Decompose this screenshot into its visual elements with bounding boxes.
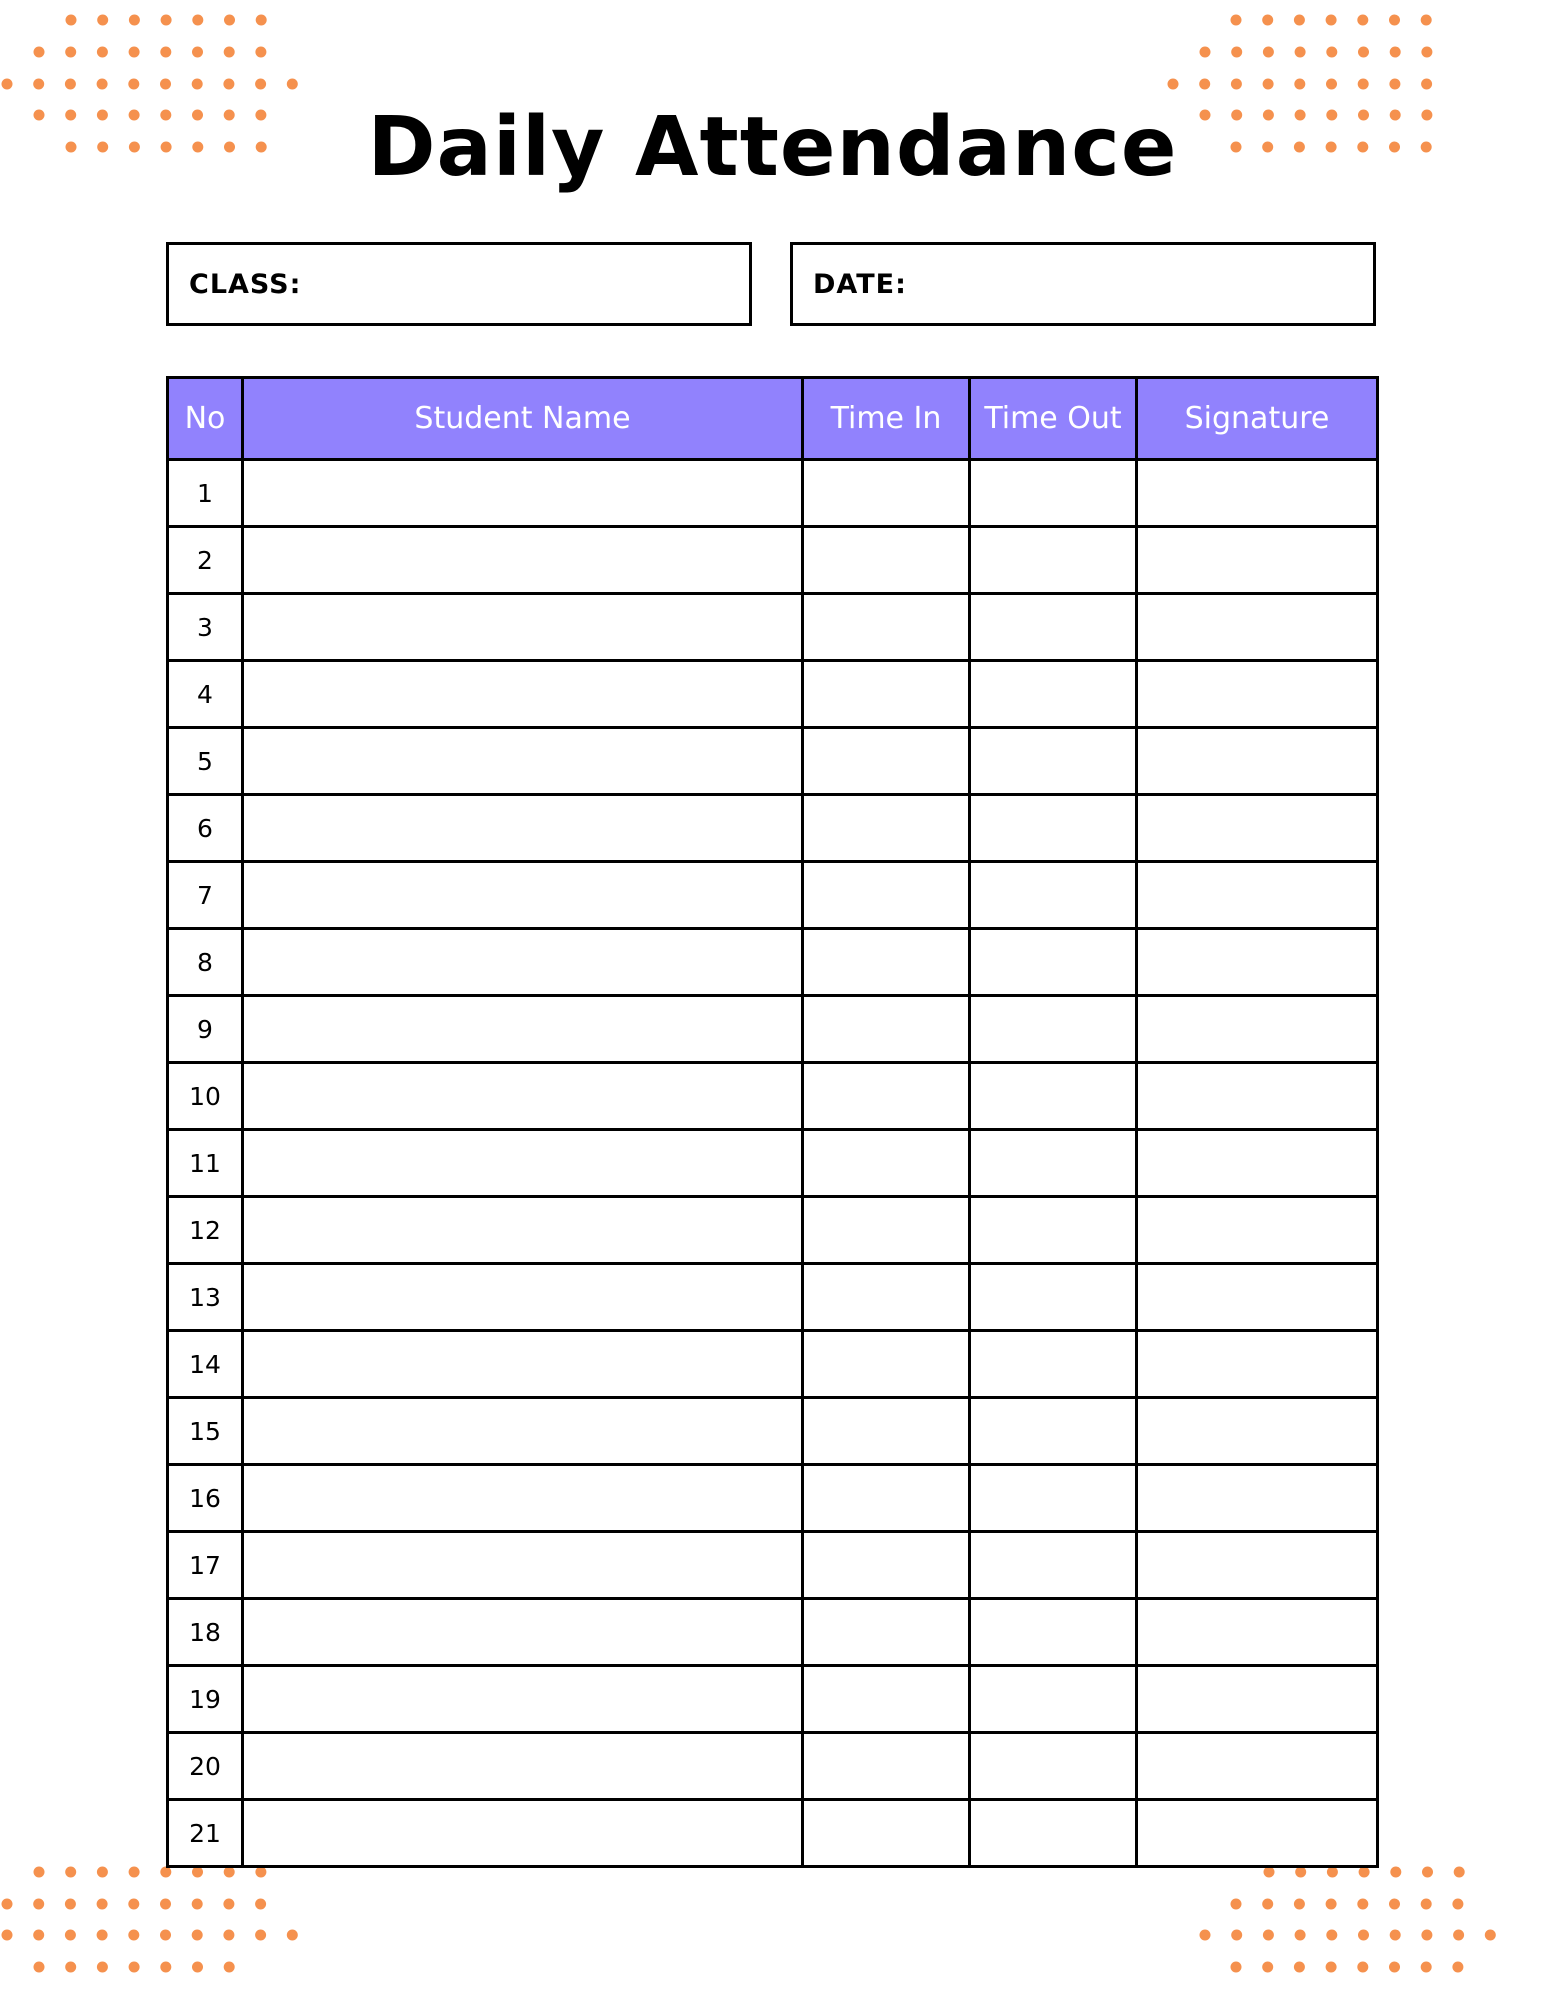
student-name-cell[interactable] xyxy=(243,594,803,661)
time-in-cell[interactable] xyxy=(803,728,970,795)
dot xyxy=(1452,1899,1463,1910)
header-no: No xyxy=(168,378,243,460)
row-number: 17 xyxy=(168,1532,243,1599)
dot xyxy=(1357,15,1368,26)
dot xyxy=(1389,79,1400,90)
dot xyxy=(160,1899,171,1910)
signature-cell[interactable] xyxy=(1137,1331,1378,1398)
dot xyxy=(1295,47,1306,58)
dot xyxy=(1263,79,1274,90)
header-student-name: Student Name xyxy=(243,378,803,460)
row-number: 14 xyxy=(168,1331,243,1398)
student-name-cell[interactable] xyxy=(243,929,803,996)
dot xyxy=(97,1867,108,1878)
dot xyxy=(1358,47,1369,58)
time-out-cell[interactable] xyxy=(970,728,1137,795)
dot xyxy=(97,1899,108,1910)
row-number: 11 xyxy=(168,1130,243,1197)
signature-cell[interactable] xyxy=(1137,1800,1378,1867)
dot xyxy=(1263,47,1274,58)
dot xyxy=(65,47,76,58)
dot xyxy=(34,1962,45,1973)
signature-cell[interactable] xyxy=(1137,795,1378,862)
time-out-cell[interactable] xyxy=(970,929,1137,996)
time-out-cell[interactable] xyxy=(970,594,1137,661)
row-number: 18 xyxy=(168,1599,243,1666)
dot xyxy=(128,79,139,90)
dot xyxy=(1390,1867,1401,1878)
signature-cell[interactable] xyxy=(1137,1532,1378,1599)
dot xyxy=(1357,1962,1368,1973)
time-in-cell[interactable] xyxy=(803,1465,970,1532)
student-name-cell[interactable] xyxy=(243,460,803,527)
dot xyxy=(128,1899,139,1910)
signature-cell[interactable] xyxy=(1137,661,1378,728)
student-name-cell[interactable] xyxy=(243,1063,803,1130)
table-row xyxy=(168,929,1378,996)
time-out-cell[interactable] xyxy=(970,795,1137,862)
student-name-cell[interactable] xyxy=(243,661,803,728)
dot xyxy=(97,1962,108,1973)
table-row xyxy=(168,1532,1378,1599)
dot xyxy=(1327,1867,1338,1878)
dot xyxy=(1294,15,1305,26)
dot xyxy=(224,1867,235,1878)
table-row xyxy=(168,460,1378,527)
dot xyxy=(192,1962,203,1973)
table-row xyxy=(168,527,1378,594)
table-row xyxy=(168,1264,1378,1331)
row-number: 7 xyxy=(168,862,243,929)
dot xyxy=(1168,79,1179,90)
dot xyxy=(2,1930,13,1941)
dot xyxy=(1421,1899,1432,1910)
time-out-cell[interactable] xyxy=(970,1733,1137,1800)
dot xyxy=(1294,1962,1305,1973)
dot xyxy=(1200,47,1211,58)
time-in-cell[interactable] xyxy=(803,527,970,594)
row-number: 21 xyxy=(168,1800,243,1867)
table-row xyxy=(168,594,1378,661)
dot xyxy=(255,47,266,58)
row-number: 19 xyxy=(168,1666,243,1733)
dot xyxy=(287,1930,298,1941)
student-name-cell[interactable] xyxy=(243,1532,803,1599)
time-in-cell[interactable] xyxy=(803,1197,970,1264)
time-in-cell[interactable] xyxy=(803,996,970,1063)
table-row xyxy=(168,1666,1378,1733)
dot xyxy=(1389,15,1400,26)
dot xyxy=(1421,79,1432,90)
dot xyxy=(256,15,267,26)
dot xyxy=(65,1867,76,1878)
dot xyxy=(65,1930,76,1941)
table-row xyxy=(168,1599,1378,1666)
time-in-cell[interactable] xyxy=(803,1398,970,1465)
dot xyxy=(1422,1867,1433,1878)
signature-cell[interactable] xyxy=(1137,1197,1378,1264)
dot xyxy=(2,1899,13,1910)
signature-cell[interactable] xyxy=(1137,1264,1378,1331)
time-in-cell[interactable] xyxy=(803,1532,970,1599)
dot xyxy=(1326,15,1337,26)
table-header-row xyxy=(168,378,1378,460)
time-out-cell[interactable] xyxy=(970,1398,1137,1465)
signature-cell[interactable] xyxy=(1137,929,1378,996)
dot xyxy=(1357,1899,1368,1910)
dot xyxy=(1231,1962,1242,1973)
attendance-table xyxy=(166,376,1379,1868)
dot xyxy=(128,1930,139,1941)
time-out-cell[interactable] xyxy=(970,862,1137,929)
table-row xyxy=(168,1130,1378,1197)
dot xyxy=(223,1899,234,1910)
dot xyxy=(1390,1930,1401,1941)
dot xyxy=(255,1867,266,1878)
page-title: Daily Attendance xyxy=(367,100,1178,195)
dot xyxy=(97,79,108,90)
dot xyxy=(1421,15,1432,26)
date-label: DATE: xyxy=(813,268,907,300)
time-out-cell[interactable] xyxy=(970,1532,1137,1599)
header-time-in: Time In xyxy=(803,378,970,460)
time-out-cell[interactable] xyxy=(970,460,1137,527)
row-number: 20 xyxy=(168,1733,243,1800)
dot xyxy=(129,15,140,26)
dot xyxy=(97,15,108,26)
dot xyxy=(160,79,171,90)
dot xyxy=(224,47,235,58)
dot xyxy=(1264,1867,1275,1878)
dot xyxy=(224,15,235,26)
dot xyxy=(160,1867,171,1878)
dot xyxy=(2,79,13,90)
time-in-cell[interactable] xyxy=(803,661,970,728)
time-in-cell[interactable] xyxy=(803,929,970,996)
time-out-cell[interactable] xyxy=(970,1063,1137,1130)
dot xyxy=(1262,1899,1273,1910)
dot xyxy=(66,15,77,26)
signature-cell[interactable] xyxy=(1137,996,1378,1063)
dot xyxy=(1263,1930,1274,1941)
dot xyxy=(1326,1930,1337,1941)
dot xyxy=(192,1867,203,1878)
dot xyxy=(1454,1867,1465,1878)
dot xyxy=(34,1867,45,1878)
student-name-cell[interactable] xyxy=(243,1197,803,1264)
time-out-cell[interactable] xyxy=(970,1599,1137,1666)
dot xyxy=(97,1930,108,1941)
time-in-cell[interactable] xyxy=(803,795,970,862)
dot xyxy=(1358,79,1369,90)
row-number: 15 xyxy=(168,1398,243,1465)
table-row xyxy=(168,1331,1378,1398)
dot xyxy=(192,1930,203,1941)
row-number: 1 xyxy=(168,460,243,527)
dot xyxy=(1452,1962,1463,1973)
table-row xyxy=(168,661,1378,728)
dot xyxy=(34,47,45,58)
dot xyxy=(192,47,203,58)
dot xyxy=(129,47,140,58)
dot xyxy=(192,15,203,26)
row-number: 3 xyxy=(168,594,243,661)
time-in-cell[interactable] xyxy=(803,1063,970,1130)
dot xyxy=(223,1930,234,1941)
student-name-cell[interactable] xyxy=(243,1465,803,1532)
dot xyxy=(1294,79,1305,90)
time-in-cell[interactable] xyxy=(803,594,970,661)
time-in-cell[interactable] xyxy=(803,1264,970,1331)
student-name-cell[interactable] xyxy=(243,862,803,929)
dot xyxy=(1358,1930,1369,1941)
table-row xyxy=(168,728,1378,795)
row-number: 6 xyxy=(168,795,243,862)
dot xyxy=(1421,1962,1432,1973)
dot xyxy=(1359,1867,1370,1878)
row-number: 2 xyxy=(168,527,243,594)
row-number: 13 xyxy=(168,1264,243,1331)
student-name-cell[interactable] xyxy=(243,1733,803,1800)
dot xyxy=(1295,1930,1306,1941)
row-number: 16 xyxy=(168,1465,243,1532)
signature-cell[interactable] xyxy=(1137,1666,1378,1733)
signature-cell[interactable] xyxy=(1137,527,1378,594)
dot xyxy=(1485,1930,1496,1941)
dot xyxy=(33,79,44,90)
student-name-cell[interactable] xyxy=(243,527,803,594)
dot xyxy=(160,1962,171,1973)
dot xyxy=(1262,15,1273,26)
header-time-out: Time Out xyxy=(970,378,1137,460)
dot xyxy=(161,15,172,26)
time-in-cell[interactable] xyxy=(803,460,970,527)
dot xyxy=(255,1899,266,1910)
time-out-cell[interactable] xyxy=(970,1197,1137,1264)
row-number: 9 xyxy=(168,996,243,1063)
dot xyxy=(160,1930,171,1941)
time-out-cell[interactable] xyxy=(970,1130,1137,1197)
time-out-cell[interactable] xyxy=(970,996,1137,1063)
dot xyxy=(1326,1962,1337,1973)
dot xyxy=(1231,1899,1242,1910)
row-number: 5 xyxy=(168,728,243,795)
time-in-cell[interactable] xyxy=(803,1800,970,1867)
signature-cell[interactable] xyxy=(1137,594,1378,661)
dot xyxy=(1326,1899,1337,1910)
table-row xyxy=(168,862,1378,929)
student-name-cell[interactable] xyxy=(243,1800,803,1867)
dot xyxy=(160,47,171,58)
student-name-cell[interactable] xyxy=(243,1599,803,1666)
dot xyxy=(129,1867,140,1878)
dot xyxy=(1295,1867,1306,1878)
dot xyxy=(1326,47,1337,58)
student-name-cell[interactable] xyxy=(243,1331,803,1398)
dot xyxy=(1421,47,1432,58)
signature-cell[interactable] xyxy=(1137,1733,1378,1800)
dot xyxy=(1421,1930,1432,1941)
table-row xyxy=(168,795,1378,862)
dot xyxy=(1200,1930,1211,1941)
dot xyxy=(224,1962,235,1973)
dot xyxy=(192,79,203,90)
time-out-cell[interactable] xyxy=(970,661,1137,728)
time-in-cell[interactable] xyxy=(803,1130,970,1197)
signature-cell[interactable] xyxy=(1137,862,1378,929)
student-name-cell[interactable] xyxy=(243,1264,803,1331)
dot xyxy=(33,1899,44,1910)
time-in-cell[interactable] xyxy=(803,1666,970,1733)
table-row xyxy=(168,996,1378,1063)
dot xyxy=(1390,47,1401,58)
dot xyxy=(1389,1962,1400,1973)
student-name-cell[interactable] xyxy=(243,728,803,795)
class-field[interactable] xyxy=(166,242,752,326)
time-out-cell[interactable] xyxy=(970,1465,1137,1532)
row-number: 8 xyxy=(168,929,243,996)
student-name-cell[interactable] xyxy=(243,996,803,1063)
signature-cell[interactable] xyxy=(1137,1130,1378,1197)
time-out-cell[interactable] xyxy=(970,1666,1137,1733)
dot xyxy=(65,79,76,90)
header-signature: Signature xyxy=(1137,378,1378,460)
dot xyxy=(255,1930,266,1941)
table-row xyxy=(168,1465,1378,1532)
row-number: 12 xyxy=(168,1197,243,1264)
student-name-cell[interactable] xyxy=(243,795,803,862)
table-row xyxy=(168,1733,1378,1800)
dot xyxy=(1389,1899,1400,1910)
signature-cell[interactable] xyxy=(1137,1465,1378,1532)
signature-cell[interactable] xyxy=(1137,460,1378,527)
student-name-cell[interactable] xyxy=(243,1666,803,1733)
dot xyxy=(192,1899,203,1910)
dot xyxy=(1326,79,1337,90)
dot xyxy=(1231,79,1242,90)
time-in-cell[interactable] xyxy=(803,1331,970,1398)
dot xyxy=(129,1962,140,1973)
table-row xyxy=(168,1398,1378,1465)
table-row xyxy=(168,1063,1378,1130)
time-out-cell[interactable] xyxy=(970,1800,1137,1867)
dot xyxy=(287,79,298,90)
dot xyxy=(65,1962,76,1973)
time-in-cell[interactable] xyxy=(803,1733,970,1800)
time-out-cell[interactable] xyxy=(970,1331,1137,1398)
dot xyxy=(1231,47,1242,58)
dot xyxy=(97,47,108,58)
dot xyxy=(255,79,266,90)
dot xyxy=(1262,1962,1273,1973)
time-in-cell[interactable] xyxy=(803,862,970,929)
signature-cell[interactable] xyxy=(1137,1063,1378,1130)
dot xyxy=(1231,1930,1242,1941)
table-row xyxy=(168,1800,1378,1867)
signature-cell[interactable] xyxy=(1137,1599,1378,1666)
dot xyxy=(1294,1899,1305,1910)
date-field[interactable] xyxy=(790,242,1376,326)
time-out-cell[interactable] xyxy=(970,1264,1137,1331)
row-number: 4 xyxy=(168,661,243,728)
time-out-cell[interactable] xyxy=(970,527,1137,594)
dot xyxy=(33,1930,44,1941)
dot xyxy=(1453,1930,1464,1941)
table-row xyxy=(168,1197,1378,1264)
dot xyxy=(1199,79,1210,90)
dot xyxy=(1231,15,1242,26)
time-in-cell[interactable] xyxy=(803,1599,970,1666)
student-name-cell[interactable] xyxy=(243,1398,803,1465)
row-number: 10 xyxy=(168,1063,243,1130)
student-name-cell[interactable] xyxy=(243,1130,803,1197)
signature-cell[interactable] xyxy=(1137,1398,1378,1465)
class-label: CLASS: xyxy=(189,268,302,300)
dot xyxy=(223,79,234,90)
signature-cell[interactable] xyxy=(1137,728,1378,795)
dot xyxy=(65,1899,76,1910)
